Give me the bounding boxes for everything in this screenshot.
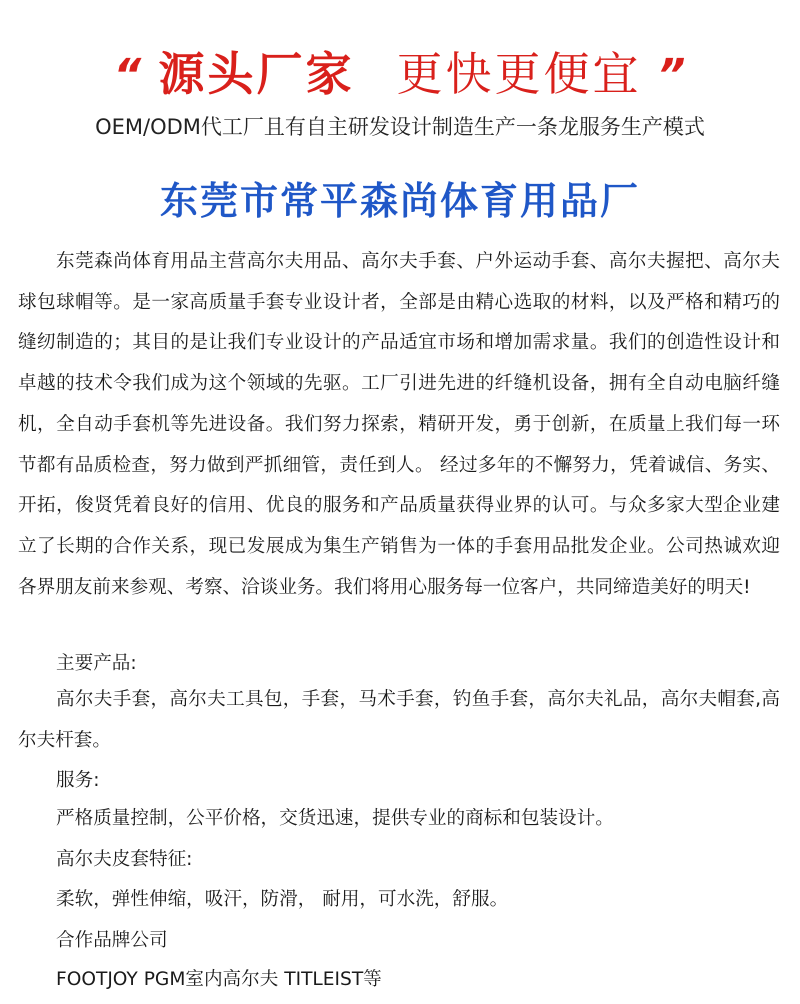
- features-text: 柔软，弹性伸缩，吸汗，防滑， 耐用，可水洗，舒服。: [56, 889, 509, 910]
- intro-paragraph: 东莞森尚体育用品主营高尔夫用品、高尔夫手套、户外运动手套、高尔夫握把、高尔夫球包球帽等。是一家高质量手套专业设计者，全部是由精心选取的材料，以及严格和精巧的缝纫制造的；其目的是让我们专业设计的产品适宜市场和增加需求量。我们的创造性设计和卓越的技术令我们成为这个领域的先驱。工厂引进先进的纤缝机设备，拥有全自动电脑纤缝机，全自动手套机等先进设备。我们努力探索，精研开发，勇于创新，在质量上我们每一环节都有品质检查，努力做到严抓细管，责任到人。 经过多年的不懈努力，凭着诚信、务实、开拓，俊贤凭着良好的信用、优良的服务和产品质量获得业界的认可。与众多家大型企业建立了长期的合作关系，现已发展成为集生产销售为一体的手套用品批发企业。公司热诚欢迎各界朋友前来参观、考察、洽谈业务。我们将用心服务每一位客户，共同缔造美好的明天!: [18, 251, 780, 598]
- services-heading: 服务:: [56, 770, 100, 791]
- partners-text: FOOTJOY PGM室内高尔夫 TITLEIST等: [56, 969, 382, 990]
- subtitle-oem-odm: OEM/ODM代工厂且有自主研发设计制造生产一条龙服务生产模式: [95, 115, 705, 139]
- products-heading: 主要产品:: [56, 653, 137, 674]
- features-heading: 高尔夫皮套特征:: [56, 849, 193, 870]
- quote-open-mark: “: [107, 50, 150, 101]
- headline-slogan: [0, 38, 800, 104]
- slogan-faster-cheaper: 更快更便宜: [396, 47, 642, 101]
- products-text: 高尔夫手套，高尔夫工具包，手套，马术手套，钓鱼手套，高尔夫礼品，高尔夫帽套,高尔夫杆套。: [18, 689, 780, 751]
- quote-close-mark: ”: [650, 50, 693, 101]
- partners-heading: 合作品牌公司: [56, 930, 168, 951]
- services-text: 严格质量控制，公平价格，交货迅速，提供专业的商标和包装设计。: [56, 808, 614, 829]
- slogan-source-factory: 源头厂家: [158, 47, 355, 101]
- company-name: 东莞市常平森尚体育用品厂: [159, 179, 640, 223]
